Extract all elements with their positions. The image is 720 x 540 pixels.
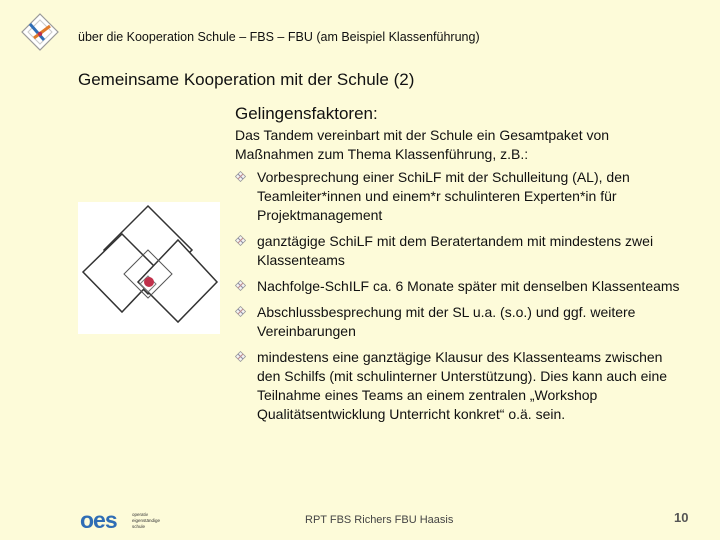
overlapping-squares-illustration	[78, 202, 220, 334]
list-item-text: Abschlussbesprechung mit der SL u.a. (s.o.) und ggf. weitere Vereinbarungen	[257, 304, 636, 339]
list-item	[235, 168, 685, 225]
list-item-text: Vorbesprechung einer SchiLF mit der Schulleitung (AL), den Teamleiter*innen und einem*r schulinteren Experten*in für Projektmanagement	[257, 169, 630, 223]
logo-tagline-line: eigenständige	[132, 518, 161, 523]
slide-title: Gemeinsame Kooperation mit der Schule (2)	[78, 70, 415, 89]
bullet-icon	[235, 235, 246, 246]
list-item	[235, 303, 685, 341]
slide-content	[235, 104, 685, 431]
bullet-icon	[235, 171, 246, 182]
subheading: Gelingensfaktoren:	[235, 104, 378, 123]
list-item-text: ganztägige SchiLF mit dem Beratertandem mit mindestens zwei Klassenteams	[257, 233, 654, 268]
oes-diamond-logo	[20, 12, 60, 52]
intro-text: Das Tandem vereinbart mit der Schule ein Gesamtpaket von Maßnahmen zum Thema Klassenführung, z.B.:	[235, 127, 610, 162]
bullet-icon	[235, 351, 246, 362]
list-item	[235, 277, 685, 296]
footer-text: RPT FBS Richers FBU Haasis	[305, 514, 454, 526]
header-text: über die Kooperation Schule – FBS – FBU (am Beispiel Klassenführung)	[78, 30, 480, 44]
list-item-text: mindestens eine ganztägige Klausur des Klassenteams zwischen den Schilfs (mit schulinterner Unterstützung). Dies kann auch eine Teilnahme eines Teams an einem zentralen „Workshop Qualitätsentwicklung Unterricht konkret“ o.ä. sein.	[257, 349, 668, 422]
oes-footer-logo	[80, 509, 164, 531]
bullet-icon	[235, 306, 246, 317]
logo-wordmark: oes	[80, 509, 117, 531]
logo-tagline-line: operativ	[132, 512, 149, 517]
logo-tagline-line: schule	[132, 524, 146, 529]
page-number: 10	[674, 510, 689, 525]
list-item	[235, 348, 685, 424]
bullet-icon	[235, 280, 246, 291]
list-item	[235, 232, 685, 270]
factor-list	[235, 168, 685, 424]
list-item-text: Nachfolge-SchILF ca. 6 Monate später mit denselben Klassenteams	[257, 278, 680, 294]
